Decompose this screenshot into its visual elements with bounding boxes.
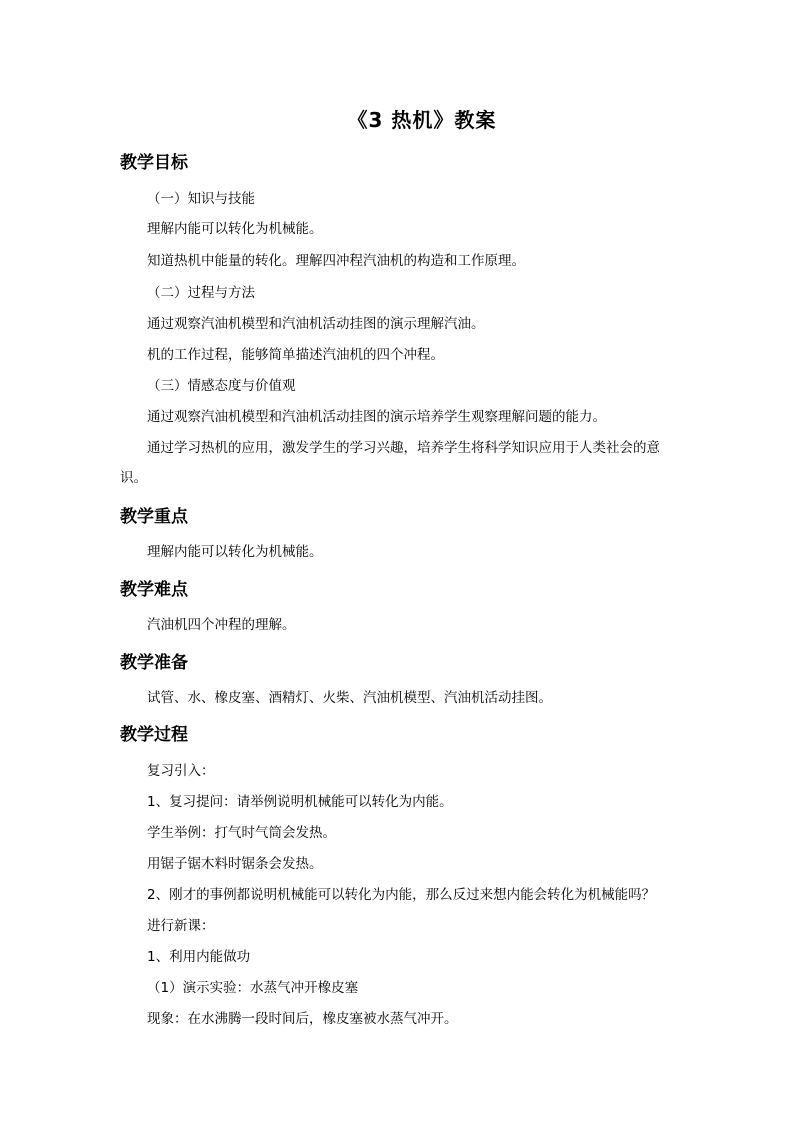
goals-sub-attitude: （三）情感态度与价值观 xyxy=(147,378,296,394)
process-paragraph: （1）演示实验：水蒸气冲开橡皮塞 xyxy=(147,980,359,996)
process-paragraph: 学生举例：打气时气筒会发热。 xyxy=(147,825,336,841)
goals-sub-process: （二）过程与方法 xyxy=(147,285,255,301)
goals-paragraph-continuation: 识。 xyxy=(120,470,147,486)
process-paragraph: 用锯子锯木料时锯条会发热。 xyxy=(147,856,323,872)
heading-key-points: 教学重点 xyxy=(120,507,188,527)
heading-goals: 教学目标 xyxy=(120,153,188,173)
process-paragraph: 2、刚才的事例都说明机械能可以转化为内能，那么反过来想内能会转化为机械能吗？ xyxy=(147,887,656,903)
goals-paragraph: 通过观察汽油机模型和汽油机活动挂图的演示培养学生观察理解问题的能力。 xyxy=(147,409,606,425)
difficulty-paragraph: 汽油机四个冲程的理解。 xyxy=(147,617,296,633)
document-title: 《3 热机》教案 xyxy=(347,108,497,132)
heading-preparation: 教学准备 xyxy=(120,653,188,673)
process-paragraph: 现象：在水沸腾一段时间后，橡皮塞被水蒸气冲开。 xyxy=(147,1011,458,1027)
process-paragraph: 进行新课： xyxy=(147,918,215,934)
heading-difficulty: 教学难点 xyxy=(120,580,188,600)
goals-paragraph: 通过学习热机的应用，激发学生的学习兴趣，培养学生将科学知识应用于人类社会的意 xyxy=(147,440,660,456)
goals-paragraph: 机的工作过程，能够简单描述汽油机的四个冲程。 xyxy=(147,347,444,363)
preparation-paragraph: 试管、水、橡皮塞、酒精灯、火柴、汽油机模型、汽油机活动挂图。 xyxy=(147,690,552,706)
goals-paragraph: 通过观察汽油机模型和汽油机活动挂图的演示理解汽油。 xyxy=(147,316,485,332)
process-paragraph: 1、复习提问：请举例说明机械能可以转化为内能。 xyxy=(147,794,453,810)
goals-paragraph: 理解内能可以转化为机械能。 xyxy=(147,221,323,237)
process-paragraph: 1、利用内能做功 xyxy=(147,949,251,965)
goals-sub-knowledge: （一）知识与技能 xyxy=(147,191,255,207)
process-paragraph: 复习引入： xyxy=(147,763,215,779)
heading-process: 教学过程 xyxy=(120,725,188,745)
key-paragraph: 理解内能可以转化为机械能。 xyxy=(147,544,323,560)
goals-paragraph: 知道热机中能量的转化。理解四冲程汽油机的构造和工作原理。 xyxy=(147,253,525,269)
